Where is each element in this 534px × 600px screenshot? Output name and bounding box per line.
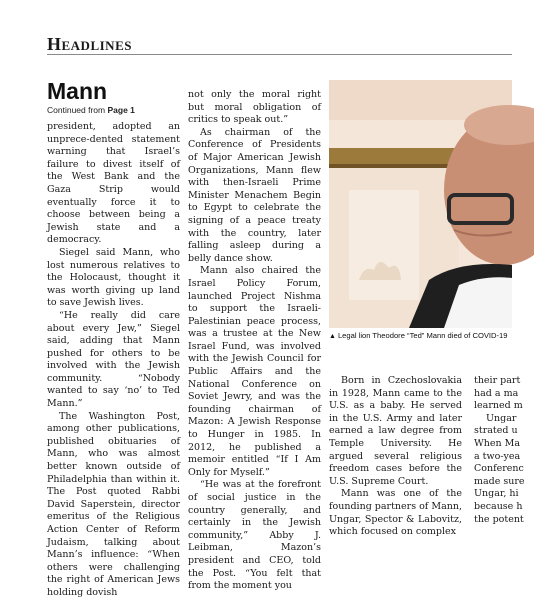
photo-caption <box>329 331 519 340</box>
article-column-2 <box>188 89 321 593</box>
continued-prefix: Continued from <box>47 105 108 115</box>
article-column-3 <box>329 375 462 539</box>
paragraph: not only the moral right but moral obligation of critics to speak out.” <box>188 89 321 126</box>
article-title: Mann <box>47 78 108 104</box>
line: made sure <box>474 475 525 487</box>
line: Ungar, hi <box>474 488 519 500</box>
article-photo <box>329 80 512 328</box>
line: because h <box>474 500 523 512</box>
paragraph: Mann also chaired the Israel Policy Forum, launched Project Nishma to support the Israeli-Palestinian peace process, was a trustee at the New Israel Fund, was involved with the Jewish Council for Public Affairs and the National Conference on Soviet Jewry, and was the founding chairman of Mazon: A Jewish Response to Hunger in 1985. In 2012, he published a memoir entitled “If I Am Only for Myself.” <box>188 265 321 478</box>
portrait-illustration <box>329 80 512 328</box>
line: When Ma <box>474 437 521 449</box>
caption-triangle-icon: ▲ <box>329 333 336 340</box>
paragraph: president, adopted an unprece-dented statement warning that Israel’s failure to divest itself of the West Bank and the Gaza Strip would eventually force it to choose between being a Jewish state and a democracy. <box>47 121 180 246</box>
article-column-4 <box>474 375 534 526</box>
paragraph: Siegel said Mann, who lost numerous relatives to the Holocaust, thought it was worth giving up land to save Jewish lives. <box>47 246 180 309</box>
paragraph: Born in Czechoslovakia in 1928, Mann came to the U.S. as a baby. He served in the U.S. Army and later earned a law degree from Temple University. He argued several religious freedom cases before the U.S. Supreme Court. <box>329 375 462 487</box>
line: Ungar <box>486 412 517 424</box>
line: a two-yea <box>474 450 521 462</box>
continued-line <box>47 105 135 115</box>
section-header: Headlines <box>47 34 132 54</box>
line: had a ma <box>474 387 519 399</box>
paragraph: “He really did care about every Jew,” Siegel said, adding that Mann pushed for others to be involved with the Jewish community. “Nobody wanted to say ‘no’ to Ted Mann.” <box>47 309 180 410</box>
paragraph: “He was at the forefront of social justice in the country generally, and certainly in the Jewish community,” Abby J. Leibman, Mazon’s president and CEO, told the Post. “You felt that from the moment you <box>188 479 321 592</box>
article-column-1 <box>47 121 180 600</box>
line: their part <box>474 375 521 386</box>
line: strated u <box>474 425 518 437</box>
section-rule <box>47 54 512 55</box>
caption-text: Legal lion Theodore “Ted” Mann died of COVID-19 <box>337 331 508 340</box>
paragraph: The Washington Post, among other publications, published obituaries of Mann, who was almost better known outside of Philadelphia than within it. The Post quoted Rabbi David Saperstein, director emeritus of the Religious Action Center of Reform Judaism, talking about Mann’s influence: “When others were challenging the right of American Jews holding dovish <box>47 410 180 598</box>
line: learned m <box>474 400 523 412</box>
line: the potent <box>474 513 524 525</box>
paragraph: As chairman of the Conference of Presidents of Major American Jewish Organizations, Mann flew with then-Israeli Prime Minister Menachem Begin to Egypt to celebrate the signing of a peace treaty with the country, later falling asleep during a belly dance show. <box>188 126 321 264</box>
line: Conferenc <box>474 463 524 475</box>
paragraph: Mann was one of the founding partners of Mann, Ungar, Spector & Labovitz, which focused on complex <box>329 488 462 538</box>
continued-page-link[interactable]: Page 1 <box>107 105 135 115</box>
